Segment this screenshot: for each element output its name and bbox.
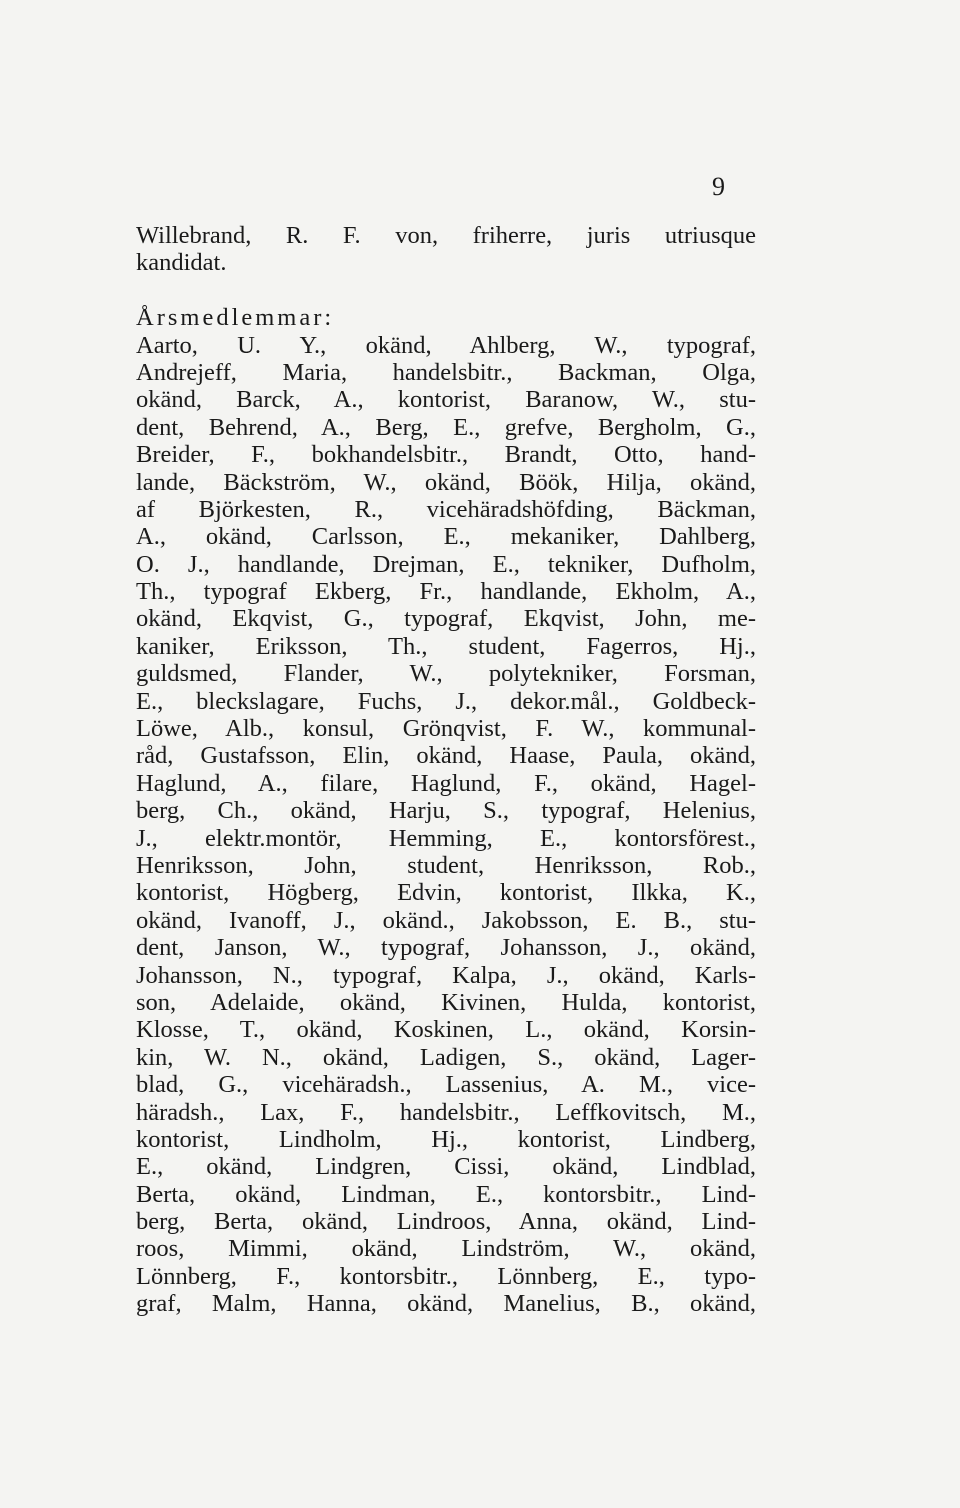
member-list-line: dent, Janson, W., typograf, Johansson, J., okänd, <box>136 934 756 962</box>
member-list-line: okänd, Ivanoff, J., okänd., Jakobsson, E. B., stu- <box>136 906 756 934</box>
intro-line: Willebrand, R. F. von, friherre, juris utriusque <box>136 222 756 249</box>
member-list-line: kontorist, Lindholm, Hj., kontorist, Lindberg, <box>136 1125 756 1153</box>
member-list-line: af Björkesten, R., vicehäradshöfding, Bäckman, <box>136 495 756 523</box>
member-list-line: Breider, F., bokhandelsbitr., Brandt, Otto, hand- <box>136 441 756 469</box>
member-list-line: Andrejeff, Maria, handelsbitr., Backman, Olga, <box>136 358 756 386</box>
member-list-line: berg, Berta, okänd, Lindroos, Anna, okänd, Lind- <box>136 1208 756 1236</box>
member-list-line: Löwe, Alb., konsul, Grönqvist, F. W., kommunal- <box>136 715 756 743</box>
member-list-line: J., elektr.montör, Hemming, E., kontorsförest., <box>136 824 756 852</box>
member-list <box>136 332 756 1318</box>
member-list-line: råd, Gustafsson, Elin, okänd, Haase, Paula, okänd, <box>136 742 756 770</box>
member-list-line: graf, Malm, Hanna, okänd, Manelius, B., okänd, <box>136 1290 756 1318</box>
member-list-line: okänd, Ekqvist, G., typograf, Ekqvist, John, me- <box>136 605 756 633</box>
member-list-line: berg, Ch., okänd, Harju, S., typograf, Helenius, <box>136 797 756 825</box>
member-list-line: son, Adelaide, okänd, Kivinen, Hulda, kontorist, <box>136 988 756 1016</box>
member-list-line: O. J., handlande, Drejman, E., tekniker, Dufholm, <box>136 550 756 578</box>
member-list-line: kin, W. N., okänd, Ladigen, S., okänd, Lager- <box>136 1043 756 1071</box>
text-block <box>136 222 756 1318</box>
member-list-line: Th., typograf Ekberg, Fr., handlande, Ekholm, A., <box>136 578 756 606</box>
member-list-line: Henriksson, John, student, Henriksson, Rob., <box>136 851 756 879</box>
page-number: 9 <box>712 172 725 201</box>
member-list-line: kontorist, Högberg, Edvin, kontorist, Ilkka, K., <box>136 879 756 907</box>
member-list-line: okänd, Barck, A., kontorist, Baranow, W., stu- <box>136 386 756 414</box>
member-list-line: kaniker, Eriksson, Th., student, Fagerros, Hj., <box>136 632 756 660</box>
member-list-line: Haglund, A., filare, Haglund, F., okänd, Hagel- <box>136 769 756 797</box>
member-list-line: A., okänd, Carlsson, E., mekaniker, Dahlberg, <box>136 523 756 551</box>
member-list-line: blad, G., vicehäradsh., Lassenius, A. M., vice- <box>136 1071 756 1099</box>
member-list-line: häradsh., Lax, F., handelsbitr., Leffkovitsch, M., <box>136 1098 756 1126</box>
member-list-line: Johansson, N., typograf, Kalpa, J., okänd, Karls- <box>136 961 756 989</box>
member-list-line: E., okänd, Lindgren, Cissi, okänd, Lindblad, <box>136 1153 756 1181</box>
section-heading: Årsmedlemmar: <box>136 304 335 332</box>
member-list-line: dent, Behrend, A., Berg, E., grefve, Bergholm, G., <box>136 413 756 441</box>
member-list-line: roos, Mimmi, okänd, Lindström, W., okänd, <box>136 1235 756 1263</box>
member-list-line: Aarto, U. Y., okänd, Ahlberg, W., typograf, <box>136 331 756 359</box>
member-list-line: E., bleckslagare, Fuchs, J., dekor.mål., Goldbeck- <box>136 687 756 715</box>
paragraph-gap <box>136 277 756 304</box>
member-list-line: Lönnberg, F., kontorsbitr., Lönnberg, E., typo- <box>136 1262 756 1290</box>
member-list-line: guldsmed, Flander, W., polytekniker, Forsman, <box>136 660 756 688</box>
member-list-line: lande, Bäckström, W., okänd, Böök, Hilja, okänd, <box>136 468 756 496</box>
member-list-line: Klosse, T., okänd, Koskinen, L., okänd, Korsin- <box>136 1016 756 1044</box>
member-list-line: Berta, okänd, Lindman, E., kontorsbitr., Lind- <box>136 1180 756 1208</box>
intro-line: kandidat. <box>136 249 227 277</box>
